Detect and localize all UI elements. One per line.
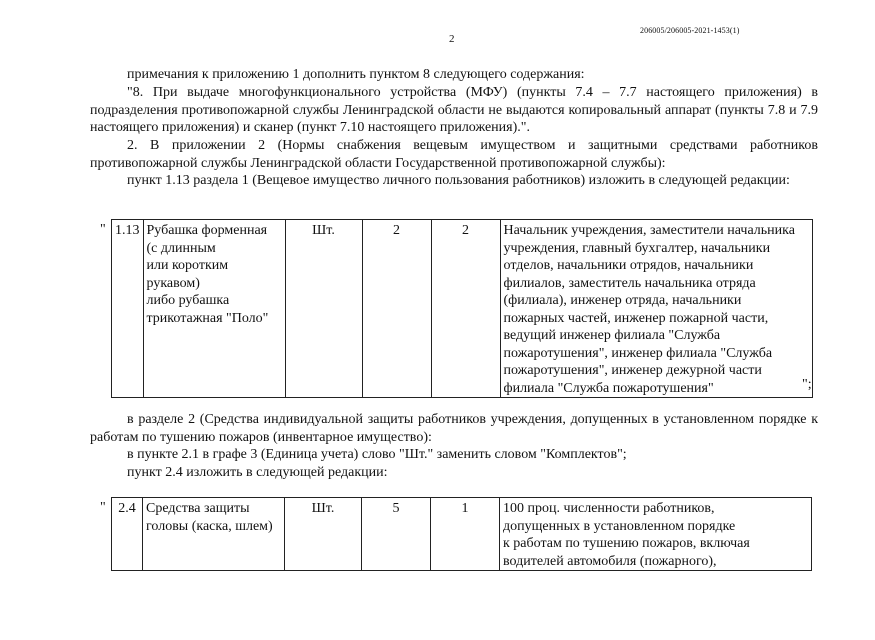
- table-row: [112, 220, 813, 398]
- document-id: 206005/206005-2021-1453(1): [640, 26, 740, 35]
- item-name-line: Рубашка форменная: [146, 223, 268, 238]
- item-number-cell: 2.4: [112, 498, 143, 571]
- item-name-line: или коротким: [146, 258, 229, 273]
- recipients-line: филиала "Служба пожаротушения": [503, 380, 714, 396]
- item-name-line: либо рубашка: [146, 293, 230, 308]
- item-recipients-cell: [500, 220, 812, 398]
- item-term-cell: 1: [431, 498, 500, 571]
- item-name-line: Средства защиты: [146, 501, 250, 516]
- recipients-line: пожаротушения", инженер дежурной части: [503, 363, 762, 378]
- table-row: [112, 498, 812, 571]
- recipients-line: к работам по тушению пожаров, включая: [503, 536, 750, 551]
- paragraph-section-2: в разделе 2 (Средства индивидуальной защиты работников учреждения, допущенных в установленном порядке к работам по тушению пожаров (инвентарное имущество):: [90, 412, 818, 445]
- norms-table-item-2-4: [111, 497, 812, 571]
- paragraph-note-8: "8. При выдаче многофункционального устройства (МФУ) (пункты 7.4 – 7.7 настоящего приложения) в подразделения противопожарной службы Ленинградской области не выдаются копировальный аппарат (пункты 7.8 и 7.9 настоящего приложения) и сканер (пункт 7.10 настоящего приложения).".: [90, 85, 818, 135]
- item-name-line: головы (каска, шлем): [146, 518, 273, 534]
- item-unit-cell: Шт.: [285, 220, 362, 398]
- item-name-line: (с длинным: [146, 240, 216, 256]
- recipients-line: филиалов, заместитель начальника отряда: [503, 275, 756, 291]
- recipients-line: допущенных в установленном порядке: [503, 518, 736, 534]
- recipients-line: (филиала), инженер отряда, начальники: [503, 293, 742, 308]
- recipients-line: ведущий инженер филиала "Служба: [503, 328, 721, 343]
- recipients-line: пожарных частей, инженер пожарной части,: [503, 310, 769, 326]
- paragraph-appendix-2: 2. В приложении 2 (Нормы снабжения вещевым имуществом и защитными средствами работников противопожарной службы Ленинградской области Государственной противопожарной службы):: [90, 138, 818, 171]
- item-name-cell: [143, 220, 285, 398]
- item-number-cell: 1.13: [112, 220, 144, 398]
- recipients-line: водителей автомобиля (пожарного),: [503, 553, 717, 569]
- recipients-line: пожаротушения", инженер филиала "Служба: [503, 345, 773, 361]
- recipients-line: 100 проц. численности работников,: [503, 501, 715, 516]
- item-quantity-cell: 5: [362, 498, 431, 571]
- norms-table-item-1-13: [111, 219, 813, 398]
- item-name-cell: [143, 498, 285, 571]
- item-unit-cell: Шт.: [285, 498, 362, 571]
- paragraph-item-1-13: пункт 1.13 раздела 1 (Вещевое имущество личного пользования работников) изложить в следующей редакции:: [127, 173, 790, 188]
- item-name-line: рукавом): [146, 275, 200, 291]
- table2-open-quote: ": [100, 500, 106, 515]
- item-term-cell: 2: [431, 220, 500, 398]
- item-quantity-cell: 2: [362, 220, 431, 398]
- recipients-line: учреждения, главный бухгалтер, начальники: [503, 240, 771, 256]
- paragraph-item-2-4: пункт 2.4 изложить в следующей редакции:: [127, 465, 388, 480]
- item-name-line: трикотажная "Поло": [146, 310, 269, 326]
- page-number: 2: [449, 33, 455, 45]
- paragraph-notes-addition: примечания к приложению 1 дополнить пунктом 8 следующего содержания:: [127, 67, 585, 82]
- recipients-line: Начальник учреждения, заместители начальника: [503, 223, 795, 238]
- item-recipients-cell: [500, 498, 812, 571]
- recipients-line: отделов, начальники отрядов, начальники: [503, 258, 754, 273]
- table1-open-quote: ": [100, 222, 106, 237]
- table1-close-quote: ";: [802, 377, 812, 392]
- paragraph-item-2-1: в пункте 2.1 в графе 3 (Единица учета) слово "Шт." заменить словом "Комплектов";: [127, 447, 627, 462]
